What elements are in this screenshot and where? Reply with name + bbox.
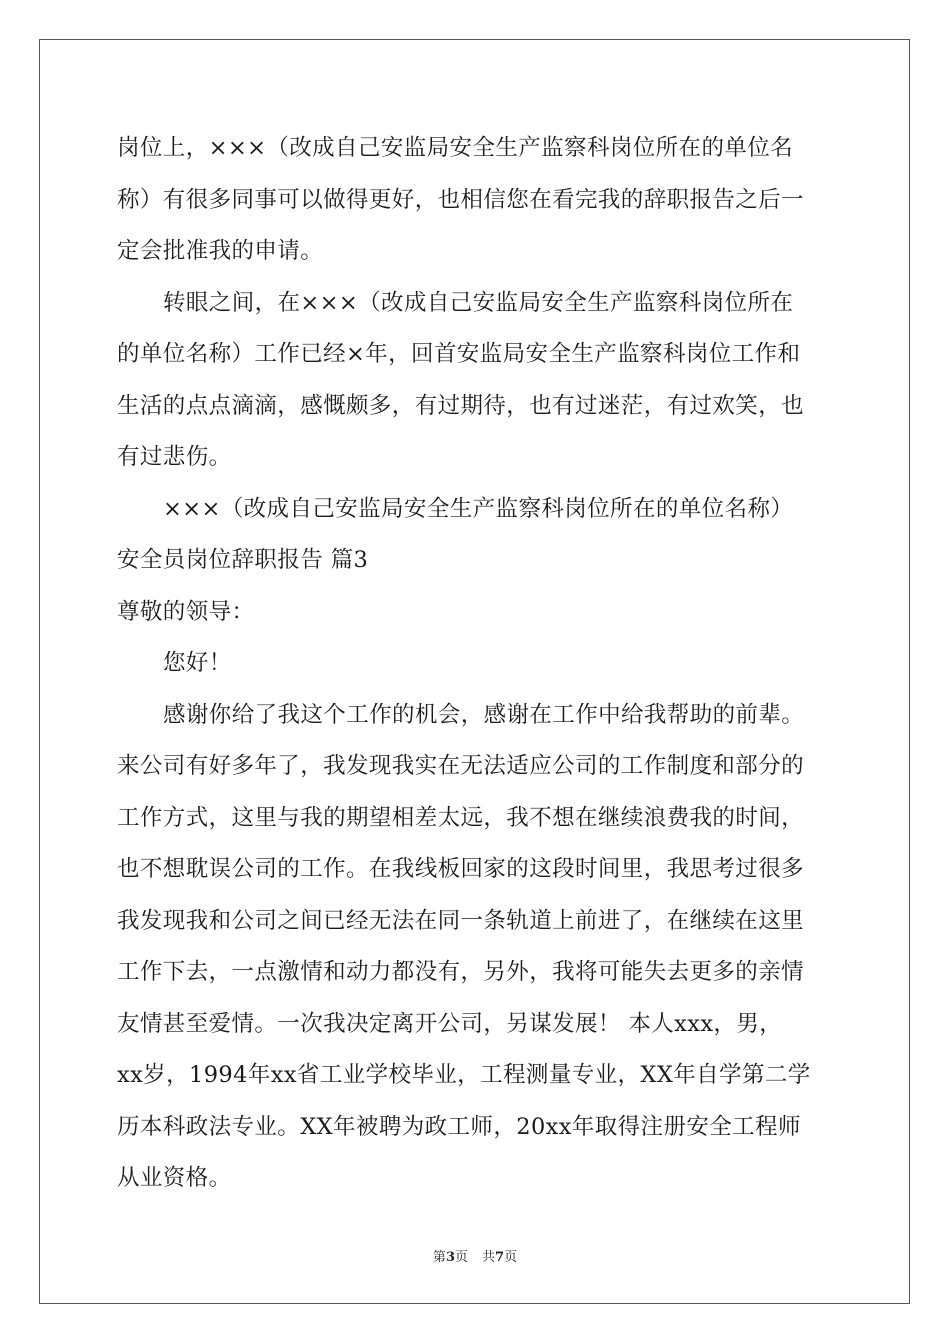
text-line: 尊敬的领导： [117, 598, 255, 625]
text-line: 有过悲伤。 [117, 444, 232, 470]
text-line: xx岁，1994年xx省工业学校毕业，工程测量专业，XX年自学第二学 [117, 1062, 811, 1088]
page-footer [0, 1246, 950, 1265]
text-line: 岗位上，×××（改成自己安监局安全生产监察科岗位所在的单位名 [117, 135, 794, 161]
text-line: 定会批准我的申请。 [117, 238, 324, 264]
page-prefix: 第 [432, 1250, 446, 1265]
text-line: 生活的点点滴滴，感慨颇多，有过期待，也有过迷茫，有过欢笑，也 [117, 392, 805, 419]
text-line: ×××（改成自己安监局安全生产监察科岗位所在的单位名称） [163, 495, 794, 522]
text-line: 安全员岗位辞职报告 篇3 [117, 547, 369, 573]
text-line: 工作方式，这里与我的期望相差太远，我不想在继续浪费我的时间， [117, 804, 805, 831]
text-line: 历本科政法专业。XX年被聘为政工师，20xx年取得注册安全工程师 [117, 1113, 801, 1140]
text-line: 称）有很多同事可以做得更好，也相信您在看完我的辞职报告之后一 [117, 186, 805, 213]
total-suffix: 页 [504, 1250, 518, 1265]
document-body [117, 123, 834, 1205]
text-line: 的单位名称）工作已经×年，回首安监局安全生产监察科岗位工作和 [117, 341, 801, 367]
text-line: 感谢你给了我这个工作的机会，感谢在工作中给我帮助的前辈。 [163, 701, 805, 728]
text-line: 友情甚至爱情。一次我决定离开公司，另谋发展！ 本人xxx，男， [117, 1010, 783, 1037]
total-pages: 7 [495, 1250, 505, 1265]
text-line: 从业资格。 [117, 1165, 232, 1191]
text-line: 转眼之间，在×××（改成自己安监局安全生产监察科岗位所在 [163, 289, 794, 316]
page-number: 3 [445, 1250, 455, 1265]
text-line: 来公司有好多年了，我发现我实在无法适应公司的工作制度和部分的 [117, 753, 805, 779]
text-line: 也不想耽误公司的工作。在我线板回家的这段时间里，我思考过很多 [117, 856, 805, 882]
page-suffix: 页 [454, 1250, 468, 1265]
text-line: 您好！ [163, 650, 232, 676]
text-line: 我发现我和公司之间已经无法在同一条轨道上前进了，在继续在这里 [117, 907, 805, 934]
text-line: 工作下去，一点激情和动力都没有，另外，我将可能失去更多的亲情 [117, 959, 805, 985]
total-prefix: 共 [482, 1250, 496, 1265]
